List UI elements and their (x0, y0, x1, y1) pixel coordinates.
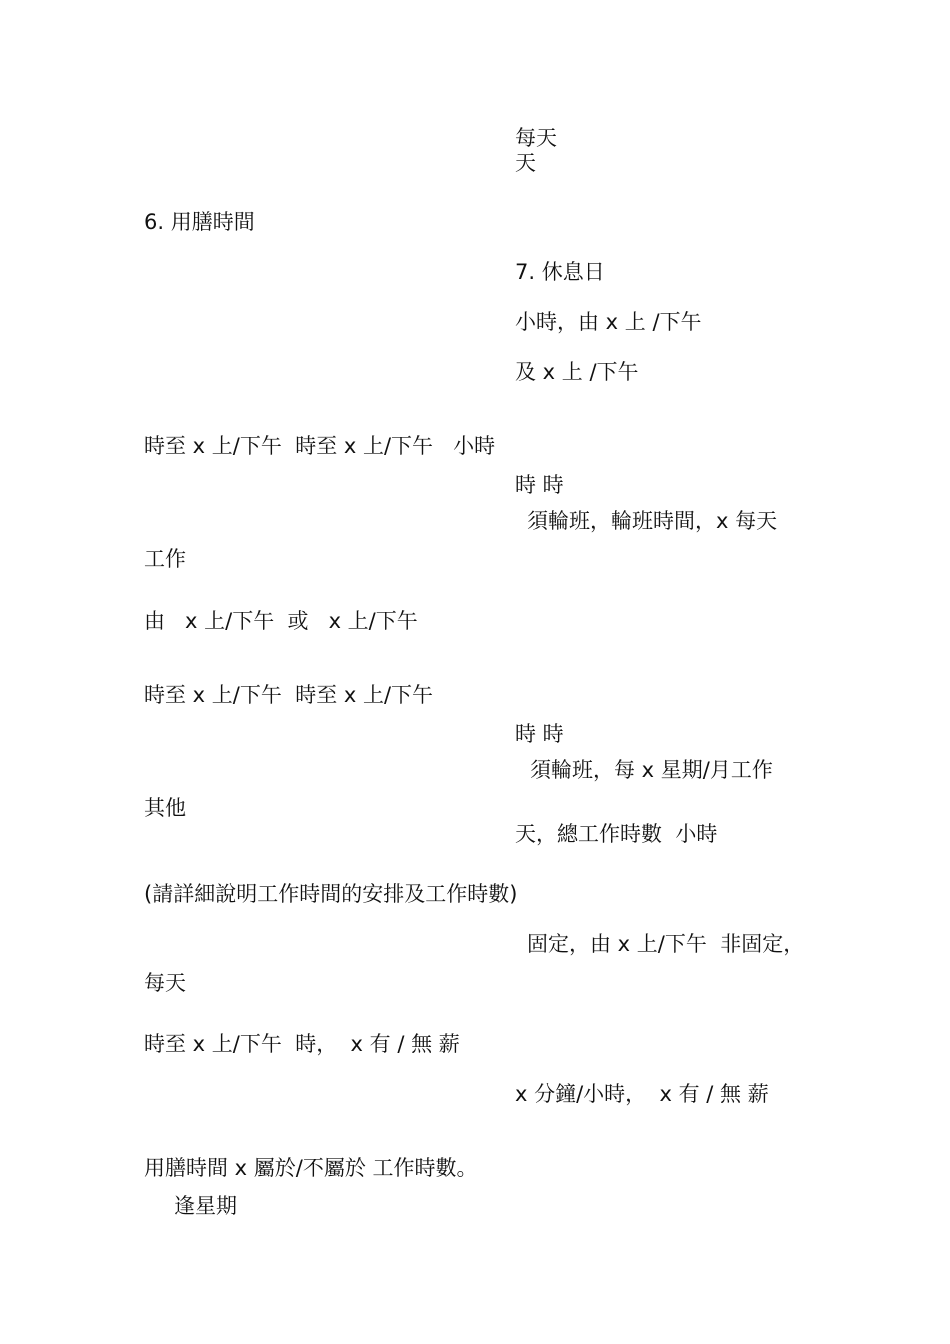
text-line: 用膳時間 x 屬於/不屬於 工作時數。 (144, 1156, 478, 1180)
text-line: 時至 x 上/下午 時， x 有 / 無 薪 (144, 1032, 460, 1056)
section-heading-meal-time: 6. 用膳時間 (144, 210, 255, 234)
text-line: 天 (515, 151, 536, 175)
text-line: 須輪班，每 x 星期/月工作 (530, 758, 773, 782)
text-line: 固定，由 x 上/下午 非固定， (527, 932, 805, 956)
text-line: 每天 (515, 126, 557, 150)
text-line: x 分鐘/小時， x 有 / 無 薪 (515, 1082, 769, 1106)
text-line: 其他 (144, 796, 186, 820)
instruction-note: (請詳細說明工作時間的安排及工作時數) (144, 882, 518, 906)
text-line: 時至 x 上/下午 時至 x 上/下午 小時 (144, 434, 496, 458)
text-line: 小時，由 x 上 /下午 (515, 310, 702, 334)
text-line: 工作 (144, 547, 186, 571)
text-line: 及 x 上 /下午 (515, 360, 639, 384)
text-line: 時 時 (515, 473, 564, 497)
text-line: 由 x 上/下午 或 x 上/下午 (144, 609, 418, 633)
text-line: 須輪班，輪班時間，x 每天 (527, 509, 778, 533)
text-line: 時至 x 上/下午 時至 x 上/下午 (144, 683, 434, 707)
text-line: 每天 (144, 971, 186, 995)
text-line: 天，總工作時數 小時 (515, 822, 718, 846)
text-line: 逢星期 (174, 1194, 237, 1218)
text-line: 時 時 (515, 722, 564, 746)
section-heading-rest-day: 7. 休息日 (515, 260, 605, 284)
